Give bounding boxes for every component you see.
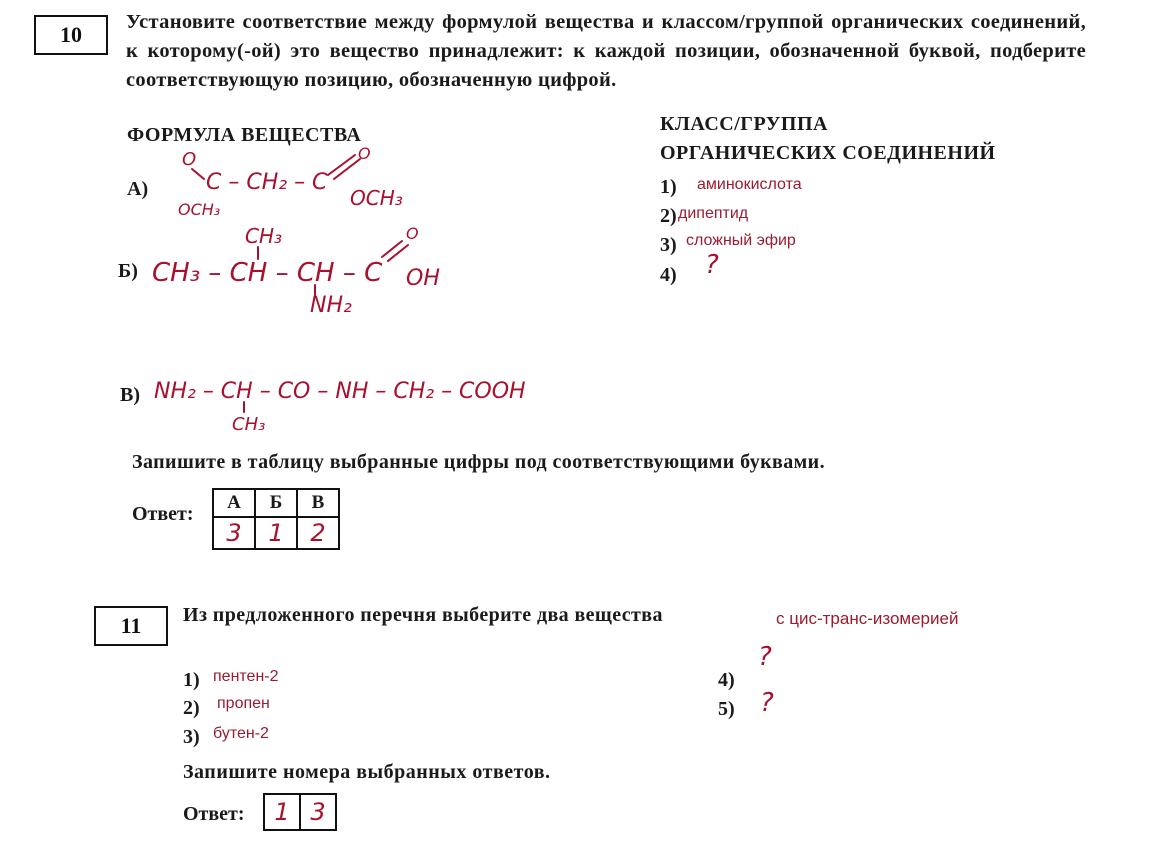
- table-header-a: А: [213, 489, 255, 517]
- formula-a-o-right: O: [358, 144, 371, 163]
- task11-option-2-text: пропен: [217, 695, 270, 712]
- formula-b-oh: OH: [406, 266, 440, 291]
- task11-option-5-text: ?: [760, 688, 774, 718]
- table-answer-b[interactable]: 1: [255, 517, 297, 549]
- formula-b: [150, 215, 460, 320]
- class-option-2-text: дипептид: [678, 205, 749, 222]
- formula-column-heading: ФОРМУЛА ВЕЩЕСТВА: [127, 124, 362, 146]
- table-instruction: Запишите в таблицу выбранные цифры под соответствующими буквами.: [132, 451, 826, 473]
- task11-option-5-number: 5): [718, 698, 735, 720]
- answer-boxes-11: [263, 793, 337, 831]
- table-header-b: Б: [255, 489, 297, 517]
- formula-b-chain: CH₃ – CH – CH – C: [152, 258, 383, 288]
- formula-b-nh2: NH₂: [310, 293, 352, 318]
- task11-option-4-number: 4): [718, 669, 735, 691]
- task11-option-3-text: бутен-2: [213, 725, 269, 742]
- formula-v-chain: NH₂ – CH – CO – NH – CH₂ – COOH: [154, 379, 526, 404]
- answer-label-10: Ответ:: [132, 503, 194, 525]
- task11-option-1-text: пентен-2: [213, 668, 279, 685]
- class-option-4-text: ?: [705, 250, 719, 280]
- formula-v: [152, 370, 572, 440]
- task-number-11: 11: [120, 613, 142, 638]
- formula-a-och3-right: OCH₃: [350, 186, 403, 210]
- formula-label-b: Б): [118, 260, 138, 282]
- class-column-heading-line2: ОРГАНИЧЕСКИХ СОЕДИНЕНИЙ: [660, 142, 996, 164]
- task11-option-4-text: ?: [758, 642, 772, 672]
- table-header-v: В: [297, 489, 339, 517]
- class-option-2-number: 2): [660, 205, 677, 227]
- formula-label-v: В): [120, 384, 140, 406]
- answer-11-box-2[interactable]: 3: [300, 794, 336, 830]
- task11-instruction: Из предложенного перечня выберите два вещества: [183, 604, 663, 626]
- formula-b-o: O: [406, 224, 419, 243]
- task-instruction: Установите соответствие между формулой вещества и классом/группой органических соединений, к которому(-ой) это вещество принадлежит: к каждой позиции, обозначенной буквой, подберите соответствующую позицию, обозначенную цифрой.: [126, 11, 1086, 91]
- table-answer-v[interactable]: 2: [297, 517, 339, 549]
- formula-a-o-top: O: [182, 149, 197, 170]
- task11-instruction-handwritten: с цис-транс-изомерией: [776, 609, 959, 628]
- task-number-box-11: [94, 606, 168, 646]
- task11-option-2-number: 2): [183, 697, 200, 719]
- answer-table-10: [212, 488, 340, 550]
- formula-v-ch3: CH₃: [232, 414, 266, 435]
- class-option-3-text: сложный эфир: [686, 232, 796, 249]
- answer-label-11: Ответ:: [183, 803, 245, 825]
- formula-b-ch3-branch: CH₃: [245, 224, 283, 248]
- task-number: 10: [60, 22, 82, 47]
- task11-write-instruction: Запишите номера выбранных ответов.: [183, 761, 551, 783]
- class-option-3-number: 3): [660, 234, 677, 256]
- class-option-1-text: аминокислота: [697, 176, 802, 193]
- formula-label-a: А): [127, 178, 149, 200]
- class-option-1-number: 1): [660, 176, 677, 198]
- task11-option-1-number: 1): [183, 669, 200, 691]
- class-column-heading-line1: КЛАСС/ГРУППА: [660, 113, 828, 135]
- table-answer-a[interactable]: 3: [213, 517, 255, 549]
- formula-a: [170, 145, 430, 225]
- class-option-4-number: 4): [660, 264, 677, 286]
- formula-a-main: C – CH₂ – C: [206, 170, 328, 195]
- task11-option-3-number: 3): [183, 726, 200, 748]
- answer-11-box-1[interactable]: 1: [264, 794, 300, 830]
- formula-a-och3-left: OCH₃: [178, 200, 221, 219]
- task-number-box: [34, 15, 108, 55]
